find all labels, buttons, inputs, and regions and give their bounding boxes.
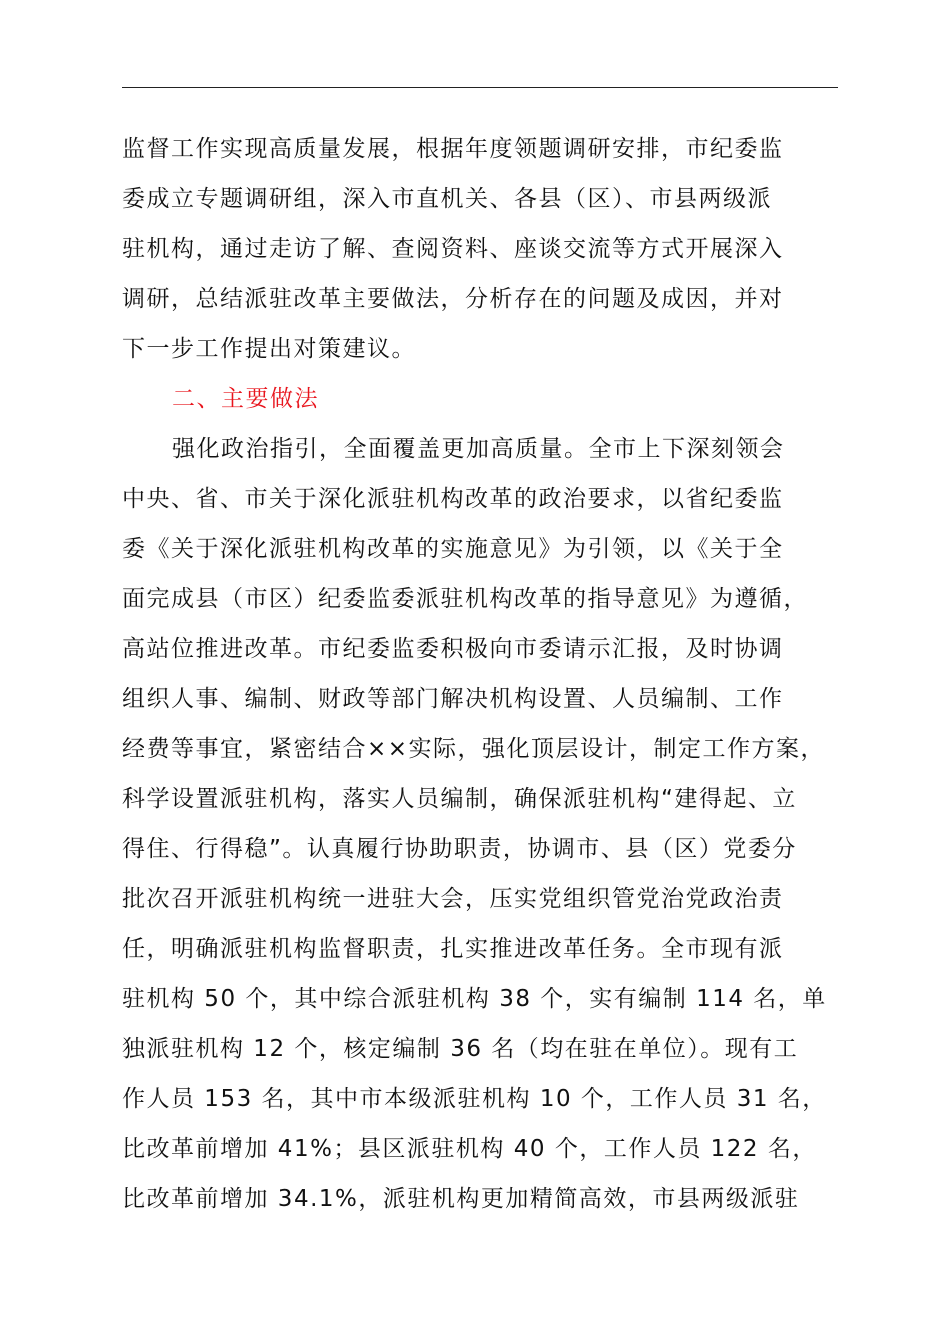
text-line: 调研，总结派驻改革主要做法，分析存在的问题及成因，并对 xyxy=(122,286,784,312)
paragraph-main xyxy=(122,424,862,1224)
text-line: 得住、行得稳”。认真履行协助职责，协调市、县（区）党委分 xyxy=(122,836,797,862)
text-line: 委《关于深化派驻机构改革的实施意见》为引领，以《关于全 xyxy=(122,536,784,562)
header-rule xyxy=(122,87,838,88)
text-line: 经费等事宜，紧密结合××实际，强化顶层设计，制定工作方案， xyxy=(122,736,826,762)
text-line: 独派驻机构 12 个，核定编制 36 名（均在驻在单位）。现有工 xyxy=(122,1036,799,1062)
text-line: 下一步工作提出对策建议。 xyxy=(122,336,416,362)
text-line: 作人员 153 名，其中市本级派驻机构 10 个，工作人员 31 名， xyxy=(122,1086,827,1112)
text-line: 高站位推进改革。市纪委监委积极向市委请示汇报，及时协调 xyxy=(122,636,784,662)
text-line: 任，明确派驻机构监督职责，扎实推进改革任务。全市现有派 xyxy=(122,936,784,962)
text-line: 面完成县（市区）纪委监委派驻机构改革的指导意见》为遵循， xyxy=(122,586,808,612)
section-heading: 二、主要做法 xyxy=(172,386,319,412)
text-line: 监督工作实现高质量发展，根据年度领题调研安排，市纪委监 xyxy=(122,136,784,162)
text-line: 组织人事、编制、财政等部门解决机构设置、人员编制、工作 xyxy=(122,686,784,712)
text-line: 比改革前增加 34.1%，派驻机构更加精简高效，市县两级派驻 xyxy=(122,1186,800,1212)
text-line: 委成立专题调研组，深入市直机关、各县（区）、市县两级派 xyxy=(122,186,772,212)
text-line: 强化政治指引，全面覆盖更加高质量。全市上下深刻领会 xyxy=(172,436,785,462)
document-body xyxy=(122,124,862,1224)
text-line: 驻机构，通过走访了解、查阅资料、座谈交流等方式开展深入 xyxy=(122,236,784,262)
paragraph-intro xyxy=(122,124,862,374)
text-line: 中央、省、市关于深化派驻机构改革的政治要求，以省纪委监 xyxy=(122,486,784,512)
text-line: 科学设置派驻机构，落实人员编制，确保派驻机构“建得起、立 xyxy=(122,786,797,812)
text-line: 驻机构 50 个，其中综合派驻机构 38 个，实有编制 114 名，单 xyxy=(122,986,827,1012)
text-line: 比改革前增加 41%；县区派驻机构 40 个，工作人员 122 名， xyxy=(122,1136,817,1162)
text-line: 批次召开派驻机构统一进驻大会，压实党组织管党治党政治责 xyxy=(122,886,784,912)
